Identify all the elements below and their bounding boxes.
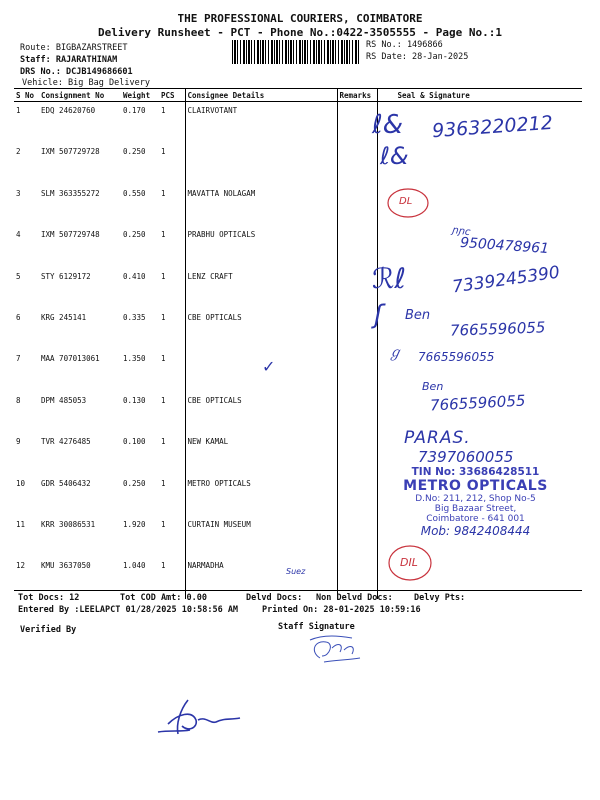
cell-remarks xyxy=(337,433,377,474)
cell-remarks xyxy=(337,226,377,267)
cell-consignee xyxy=(185,143,337,184)
table-row xyxy=(14,185,582,226)
signature-scribble-6b: ʃ xyxy=(374,300,383,330)
signature-scribble-2: ℓ& xyxy=(380,142,409,170)
cell-signature xyxy=(377,268,582,309)
stamp-phone: Mob: 9842408444 xyxy=(420,524,531,538)
cell-consignee xyxy=(185,350,337,391)
checkmark-7: ✓ xyxy=(262,357,276,376)
table-row xyxy=(14,143,582,184)
cell-remarks xyxy=(337,516,377,557)
handwritten-note-12: Suez xyxy=(286,567,306,576)
cell-pcs: 1 xyxy=(161,230,166,240)
cell-remarks xyxy=(337,102,377,144)
col-consignee: Consignee Details xyxy=(185,89,337,102)
cell-consignee: NARMADHA xyxy=(185,557,337,598)
cell-consignee: CURTAIN MUSEUM xyxy=(185,516,337,557)
cell-consignee: CBE OPTICALS xyxy=(185,309,337,350)
cell-consignment: KRR 30086531 xyxy=(41,519,96,529)
runsheet-subtitle: Delivery Runsheet - PCT - Phone No.:0422-3505555 - Page No.:1 xyxy=(98,26,502,39)
cell-remarks xyxy=(337,143,377,184)
red-mark-3: DL xyxy=(399,196,413,207)
table-row xyxy=(14,268,582,309)
cell-remarks xyxy=(337,350,377,391)
staff-signature-label: Staff Signature xyxy=(278,622,355,632)
cell-pcs: 1 xyxy=(161,147,166,157)
tot-docs: Tot Docs: 12 xyxy=(18,593,80,603)
table-row xyxy=(14,433,582,474)
cell-signature xyxy=(377,350,582,391)
cell-weight: 0.250 xyxy=(123,147,146,157)
cell-weight: 1.040 xyxy=(123,561,146,571)
cell-consignment: IXM 507729748 xyxy=(41,230,100,240)
cell-consignee: MAVATTA NOLAGAM xyxy=(185,185,337,226)
stamp-address-1: D.No: 211, 212, Shop No-5 xyxy=(415,494,536,504)
cell-consignee: CLAIRVOTANT xyxy=(185,102,337,144)
cell-weight: 0.335 xyxy=(123,312,146,322)
cell-weight: 0.250 xyxy=(123,230,146,240)
col-seal-signature: Seal & Signature xyxy=(377,89,582,102)
cell-weight: 0.100 xyxy=(123,437,146,447)
cell-pcs: 1 xyxy=(161,312,166,322)
cell-weight: 0.550 xyxy=(123,188,146,198)
rs-date: RS Date: 28-Jan-2025 xyxy=(366,52,469,62)
cell-signature xyxy=(377,516,582,557)
cell-weight: 1.350 xyxy=(123,354,146,364)
handwritten-phone-6: 7665596055 xyxy=(449,318,546,340)
cell-consignment: STY 6129172 xyxy=(41,271,91,281)
cell-signature xyxy=(377,557,582,598)
cell-pcs: 1 xyxy=(161,519,166,529)
stamp-address-2: Big Bazaar Street, xyxy=(434,504,517,514)
cell-signature xyxy=(377,226,582,267)
non-delvd-docs: Non Delvd Docs: xyxy=(316,593,393,603)
stamp-address-3: Coimbatore - 641 001 xyxy=(426,514,525,524)
company-title: THE PROFESSIONAL COURIERS, COIMBATORE xyxy=(177,12,423,25)
cell-weight: 0.250 xyxy=(123,478,146,488)
vehicle-label: Vehicle: Big Bag Delivery xyxy=(22,78,150,88)
col-remarks: Remarks xyxy=(337,89,377,102)
cell-signature xyxy=(377,309,582,350)
signature-scribble-1: ℓ& xyxy=(372,110,404,140)
handwritten-phone-8: 7665596055 xyxy=(429,391,526,415)
cell-consignee: NEW KAMAL xyxy=(185,433,337,474)
delvy-pts: Delvy Pts: xyxy=(414,593,466,603)
signature-scribble-6: Ben xyxy=(405,308,431,323)
cell-consignment: KRG 245141 xyxy=(41,312,87,322)
cell-weight: 0.170 xyxy=(123,106,146,115)
col-pcs: PCS xyxy=(159,89,185,102)
cell-sno: 7 xyxy=(16,354,21,364)
table-bottom-rule xyxy=(14,590,582,591)
cell-remarks xyxy=(337,309,377,350)
cell-pcs: 1 xyxy=(161,437,166,447)
runsheet-table xyxy=(14,88,582,599)
cell-consignment: IXM 507729728 xyxy=(41,147,100,157)
cell-weight: 0.130 xyxy=(123,395,146,405)
cell-signature xyxy=(377,392,582,433)
col-sno: S No xyxy=(14,89,39,102)
cell-pcs: 1 xyxy=(161,271,166,281)
cell-weight: 0.410 xyxy=(123,271,146,281)
table-row xyxy=(14,309,582,350)
cell-sno: 10 xyxy=(16,478,26,488)
staff-label: Staff: RAJARATHINAM xyxy=(20,55,118,65)
cell-sno: 9 xyxy=(16,437,21,447)
rs-number: RS No.: 1496866 xyxy=(366,40,443,50)
stamp-name: METRO OPTICALS xyxy=(403,478,548,494)
cell-consignment: DPM 485053 xyxy=(41,395,87,405)
handwritten-initials-4: ɲɲc xyxy=(451,224,472,239)
table-row xyxy=(14,350,582,391)
drs-number: DRS No.: DCJB149686601 xyxy=(20,67,133,77)
table-row xyxy=(14,392,582,433)
cell-sno: 2 xyxy=(16,147,21,157)
cell-pcs: 1 xyxy=(161,561,166,571)
handwritten-name-9: PARAS. xyxy=(404,428,471,448)
cell-consignment: EDQ 24620760 xyxy=(41,106,96,115)
cell-signature xyxy=(377,185,582,226)
cell-sno: 3 xyxy=(16,188,21,198)
table-row xyxy=(14,516,582,557)
cell-consignee: PRABHU OPTICALS xyxy=(185,226,337,267)
cell-remarks xyxy=(337,392,377,433)
cell-signature xyxy=(377,433,582,474)
printed-on: Printed On: 28-01-2025 10:59:16 xyxy=(262,605,421,615)
verifier-signature-drawing xyxy=(150,690,260,750)
entered-by: Entered By :LEELAPCT 01/28/2025 10:58:56 AM xyxy=(18,605,239,615)
cell-consignment: KMU 3637050 xyxy=(41,561,91,571)
cell-sno: 1 xyxy=(16,106,21,115)
cell-consignment: TVR 4276485 xyxy=(41,437,91,447)
verified-by-label: Verified By xyxy=(20,625,77,635)
handwritten-phone-7: 7665596055 xyxy=(418,350,495,364)
cell-sno: 6 xyxy=(16,312,21,322)
handwritten-phone-1: 9363220212 xyxy=(431,111,554,143)
handwritten-phone-5: 7339245390 xyxy=(451,262,562,298)
signature-scribble-5: ℛℓ xyxy=(372,262,406,295)
stamp-tin: TIN No: 33686428511 xyxy=(411,466,540,478)
cell-consignment: MAA 707013061 xyxy=(41,354,100,364)
cell-pcs: 1 xyxy=(161,395,166,405)
cell-pcs: 1 xyxy=(161,106,166,115)
cell-sno: 5 xyxy=(16,271,21,281)
cell-pcs: 1 xyxy=(161,354,166,364)
table-row xyxy=(14,102,582,144)
staff-signature-drawing xyxy=(300,630,370,670)
cell-sno: 8 xyxy=(16,395,21,405)
cell-consignee: LENZ CRAFT xyxy=(185,268,337,309)
table-row xyxy=(14,226,582,267)
cell-consignee: METRO OPTICALS xyxy=(185,475,337,516)
cell-pcs: 1 xyxy=(161,188,166,198)
cell-consignment: GDR 5406432 xyxy=(41,478,91,488)
handwritten-phone-9: 7397060055 xyxy=(418,448,514,466)
cell-consignment: SLM 363355272 xyxy=(41,188,100,198)
table-row xyxy=(14,475,582,516)
col-weight: Weight xyxy=(121,89,159,102)
barcode-image xyxy=(232,40,360,64)
delvd-docs: Delvd Docs: xyxy=(246,593,303,603)
cell-sno: 11 xyxy=(16,519,26,529)
cell-weight: 1.920 xyxy=(123,519,146,529)
cell-signature xyxy=(377,475,582,516)
red-mark-12: DIL xyxy=(400,556,418,569)
cell-sno: 12 xyxy=(16,561,26,571)
cell-remarks xyxy=(337,268,377,309)
cell-remarks xyxy=(337,475,377,516)
cell-sno: 4 xyxy=(16,230,21,240)
route-label: Route: BIGBAZARSTREET xyxy=(20,43,128,53)
cell-remarks xyxy=(337,185,377,226)
signature-scribble-7: ℊ xyxy=(388,345,402,361)
cell-pcs: 1 xyxy=(161,478,166,488)
cell-signature xyxy=(377,143,582,184)
signature-scribble-8: Ben xyxy=(422,380,444,393)
cell-signature xyxy=(377,102,582,144)
cell-consignee: CBE OPTICALS xyxy=(185,392,337,433)
tot-cod-amount: Tot COD Amt: 0.00 xyxy=(120,593,207,603)
handwritten-phone-4: 9500478961 xyxy=(459,234,550,258)
col-consignment: Consignment No xyxy=(39,89,121,102)
table-header-row xyxy=(14,89,582,102)
